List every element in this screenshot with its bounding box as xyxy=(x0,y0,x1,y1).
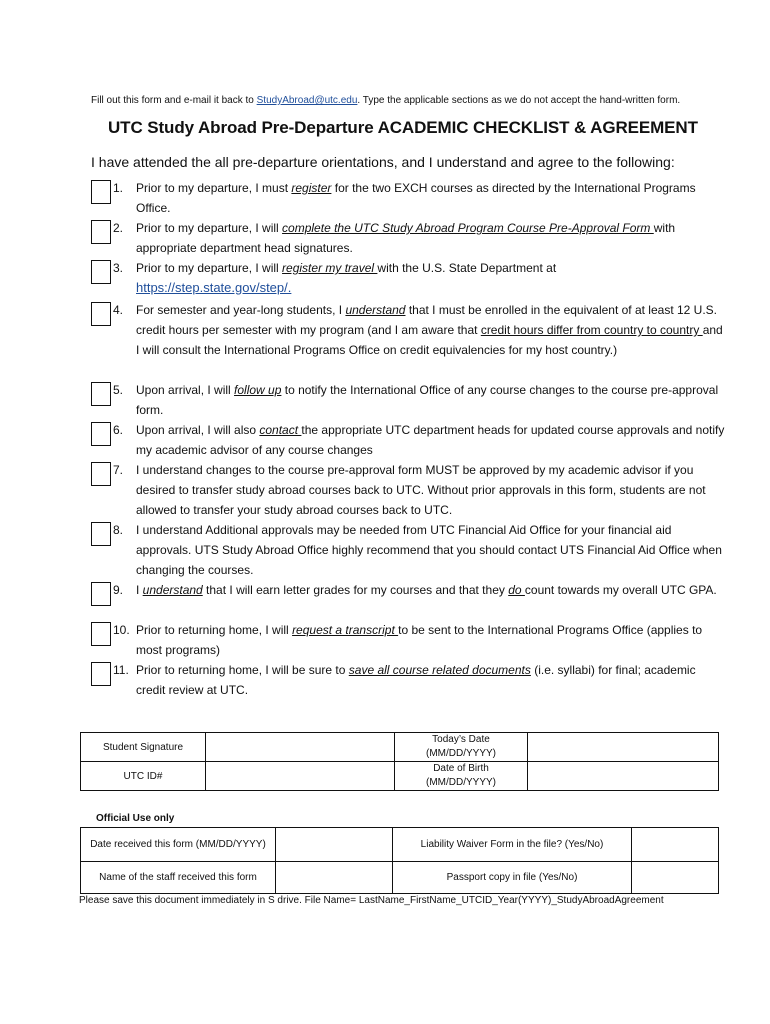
checkbox[interactable] xyxy=(91,462,111,486)
item-text xyxy=(136,460,726,520)
item-text-part: Upon arrival, I will xyxy=(136,383,235,397)
item-emphasis: credit hours differ from country to country xyxy=(480,323,703,337)
item-text xyxy=(136,380,726,420)
official-use-table xyxy=(80,827,719,894)
checkbox[interactable] xyxy=(91,220,111,244)
staff-name-label: Name of the staff received this form xyxy=(81,862,276,894)
item-text-part: Upon arrival, I will also xyxy=(136,423,260,437)
item-number: 6. xyxy=(113,423,124,437)
item-text-part: that I must be enrolled in the equivalent of at least 12 U.S. credit hours per semester with my program (and I am aware that xyxy=(136,303,718,337)
item-text-part: Prior to my departure, I will xyxy=(136,261,283,275)
item-number: 1. xyxy=(113,181,124,195)
item-text-part: with the U.S. State Department at xyxy=(377,261,557,275)
item-number: 9. xyxy=(113,583,124,597)
item-text-part: to notify the International Office of any course changes to the course pre-approval form. xyxy=(136,383,719,417)
item-text-part: For semester and year-long students, I xyxy=(136,303,346,317)
date-of-birth-label: Date of Birth (MM/DD/YYYY) xyxy=(395,762,528,791)
item-text xyxy=(136,420,726,460)
utc-id-label: UTC ID# xyxy=(81,762,206,791)
item-text-part: Prior to my departure, I will xyxy=(136,221,283,235)
item-text-part: the appropriate UTC department heads for updated course approvals and notify my academic advisor of any course changes xyxy=(136,423,725,457)
signature-table xyxy=(80,732,719,791)
checkbox[interactable] xyxy=(91,522,111,546)
item-text xyxy=(136,258,726,298)
item-text-part: Prior to returning home, I will xyxy=(136,623,293,637)
item-text xyxy=(136,178,726,218)
date-received-field[interactable] xyxy=(276,828,393,862)
item-emphasis: complete the UTC Study Abroad Program Course Pre-Approval Form xyxy=(282,221,654,235)
item-text-part: (i.e. syllabi) for final; academic credit review at UTC. xyxy=(136,663,696,697)
checkbox[interactable] xyxy=(91,180,111,204)
official-use-heading: Official Use only xyxy=(96,813,175,824)
todays-date-label: Today’s Date (MM/DD/YYYY) xyxy=(395,733,528,762)
item-text xyxy=(136,520,726,580)
item-text xyxy=(136,300,726,360)
checkbox[interactable] xyxy=(91,662,111,686)
item-emphasis: contact xyxy=(259,423,302,437)
checkbox[interactable] xyxy=(91,582,111,606)
todays-date-field[interactable] xyxy=(528,733,719,762)
item-text-part: I understand changes to the course pre-approval form MUST be approved by my academic advisor if you desired to transfer study abroad courses back to UTC. Without prior approvals in this form, students are not allowed to transfer your study abroad courses back to UTC. xyxy=(136,463,706,517)
item-text-part: I xyxy=(136,583,143,597)
item-emphasis: understand xyxy=(142,583,203,597)
checkbox[interactable] xyxy=(91,382,111,406)
item-text-part: Prior to my departure, I must xyxy=(136,181,292,195)
item-number: 8. xyxy=(113,523,124,537)
item-text-part: with appropriate department head signatures. xyxy=(136,221,676,255)
item-number: 7. xyxy=(113,463,124,477)
item-text-part: and I will consult the International Programs Office on credit equivalencies for my host country.) xyxy=(136,323,723,357)
item-text-part: for the two EXCH courses as directed by the International Programs Office. xyxy=(136,181,696,215)
passport-copy-label: Passport copy in file (Yes/No) xyxy=(393,862,632,894)
item-text-part: Prior to returning home, I will be sure to xyxy=(136,663,349,677)
checkbox[interactable] xyxy=(91,622,111,646)
footer-note: Please save this document immediately in S drive. File Name= LastName_FirstName_UTCID_Year(YYYY)_StudyAbroadAgreement xyxy=(79,895,664,906)
intro-line xyxy=(91,95,680,106)
item-number: 3. xyxy=(113,261,124,275)
lead-statement: I have attended the all pre-departure orientations, and I understand and agree to the following: xyxy=(91,154,675,170)
checkbox[interactable] xyxy=(91,422,111,446)
item-text xyxy=(136,218,726,258)
date-of-birth-field[interactable] xyxy=(528,762,719,791)
email-link[interactable]: StudyAbroad@utc.edu xyxy=(256,95,358,106)
staff-name-field[interactable] xyxy=(276,862,393,894)
item-emphasis: register my travel xyxy=(282,261,378,275)
item-emphasis: save all course related documents xyxy=(348,663,531,677)
item-emphasis: understand xyxy=(345,303,406,317)
item-emphasis: request a transcript xyxy=(292,623,399,637)
item-text xyxy=(136,580,726,600)
item-text-part: that I will earn letter grades for my courses and that they xyxy=(202,583,509,597)
item-number: 10. xyxy=(113,623,130,637)
liability-waiver-label: Liability Waiver Form in the file? (Yes/No) xyxy=(393,828,632,862)
item-text-part: I understand Additional approvals may be needed from UTC Financial Aid Office for your financial aid approvals. UTS Study Abroad Office highly recommend that you should contact UTS Financial Aid Office when changing the courses. xyxy=(136,523,722,577)
intro-text-after: . Type the applicable sections as we do not accept the hand-written form. xyxy=(357,95,681,106)
item-number: 2. xyxy=(113,221,124,235)
item-number: 4. xyxy=(113,303,124,317)
page-title: UTC Study Abroad Pre-Departure ACADEMIC CHECKLIST & AGREEMENT xyxy=(108,118,698,137)
checkbox[interactable] xyxy=(91,260,111,284)
passport-copy-field[interactable] xyxy=(632,862,719,894)
student-signature-field[interactable] xyxy=(206,733,395,762)
item-emphasis: register xyxy=(291,181,332,195)
item-emphasis: follow up xyxy=(234,383,282,397)
item-text xyxy=(136,660,726,700)
date-received-label: Date received this form (MM/DD/YYYY) xyxy=(81,828,276,862)
item-text-part: count towards my overall UTC GPA. xyxy=(524,583,717,597)
student-signature-label: Student Signature xyxy=(81,733,206,762)
liability-waiver-field[interactable] xyxy=(632,828,719,862)
item-text-part: to be sent to the International Programs Office (applies to most programs) xyxy=(136,623,703,657)
intro-text: Fill out this form and e-mail it back to xyxy=(91,95,257,106)
checkbox[interactable] xyxy=(91,302,111,326)
item-text xyxy=(136,620,726,660)
item-number: 11. xyxy=(113,663,129,677)
step-link[interactable]: https://step.state.gov/step/. xyxy=(136,280,292,295)
item-number: 5. xyxy=(113,383,124,397)
item-emphasis: do xyxy=(508,583,525,597)
utc-id-field[interactable] xyxy=(206,762,395,791)
